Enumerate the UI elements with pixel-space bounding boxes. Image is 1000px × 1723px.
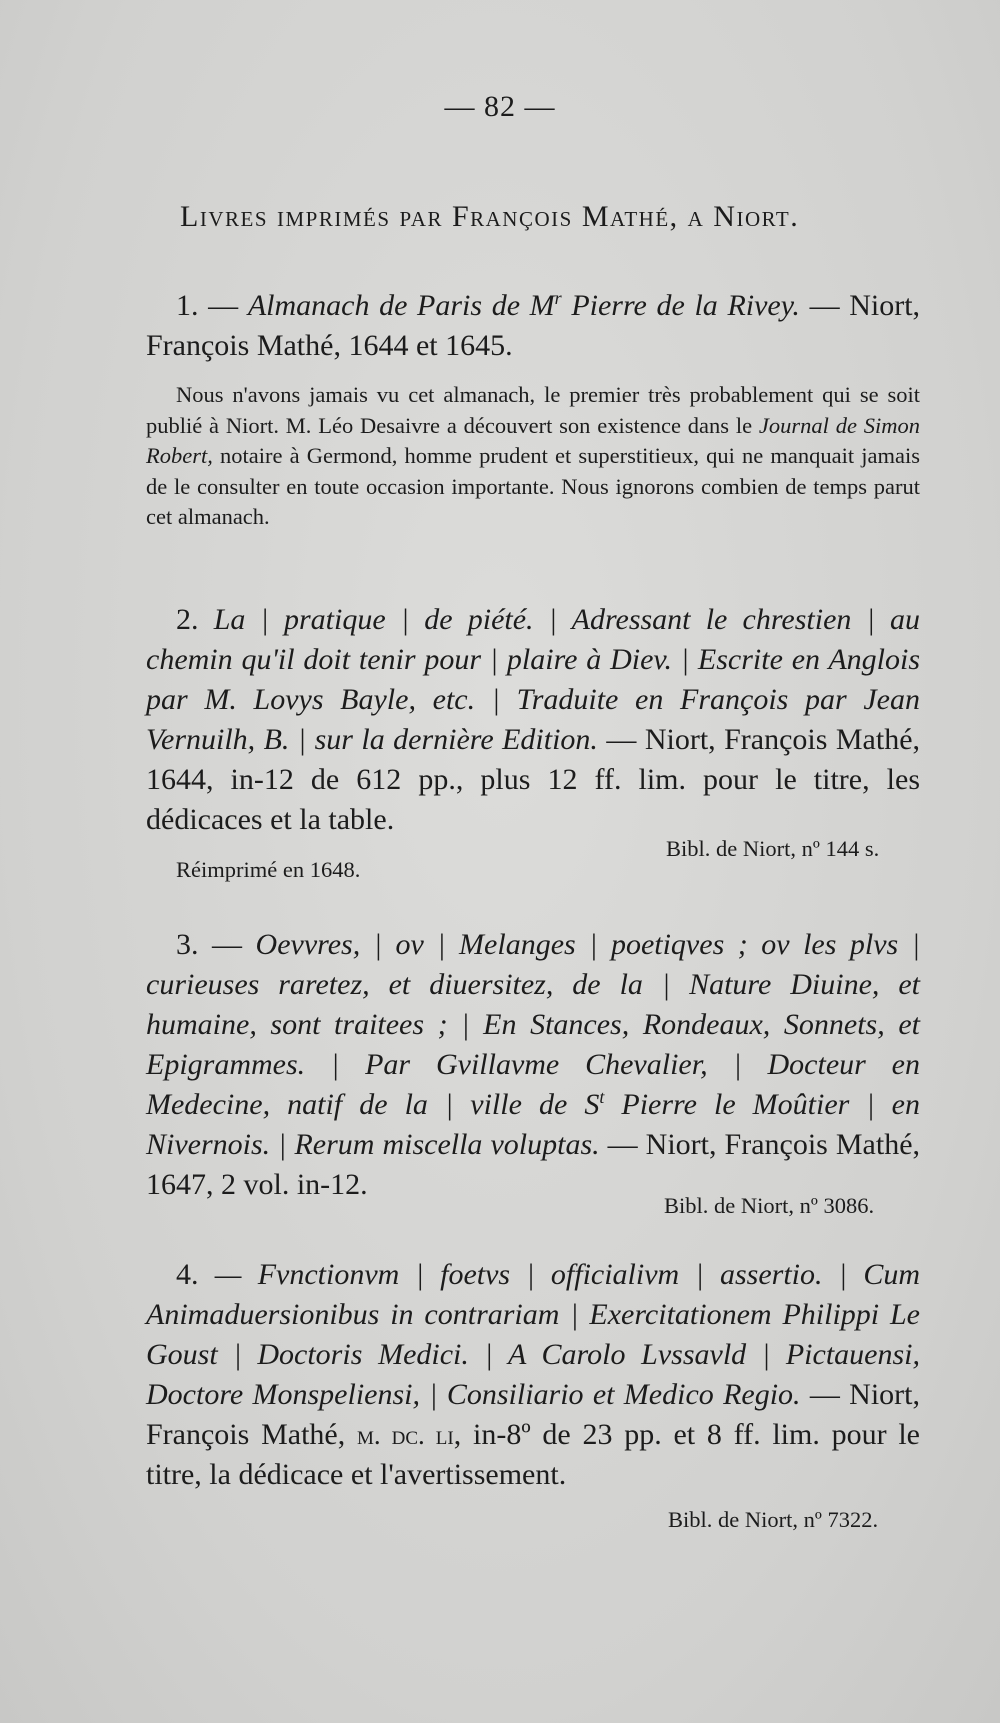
page-number: — 82 — (444, 90, 556, 123)
bibl-reference: Bibl. de Niort, nº 3086. (664, 1193, 875, 1218)
entry-number: 3. (176, 928, 199, 961)
entry-imprint: — Niort, François Mathé, 1644, in-12 de 612 pp., plus 12 ff. lim. pour le titre, les dédicaces et la table. (146, 723, 921, 836)
section-heading: Livres imprimés par François Mathé, a Niort. (180, 200, 800, 233)
reprint-note: Réimprimé en 1648. (176, 857, 361, 882)
entry-title-italic: — Fvnctionvm | foetvs | officialivm | assertio. | Cum Animaduersionibus in contrariam | Exercitationem Philippi Le Goust | Doctoris Medici. | A Carolo Lvssavld | Pictauensi, Doctore Monspeliensi, | Consiliario et Medico Regio. (146, 1258, 920, 1411)
entry-4-title (146, 1255, 920, 1495)
entry-imprint: — Niort, François Mathé, 1647, 2 vol. in-12. (146, 1128, 921, 1201)
bibl-reference: Bibl. de Niort, nº 7322. (668, 1507, 879, 1532)
entry-1-note: Nous n'avons jamais vu cet almanach, le premier très probablement qui se soit publié à Niort. M. Léo Desaivre a découvert son existence dans le Journal de Simon Robert, notaire à Germond, homme prudent et superstitieux, qui ne manquait jamais de le consulter en toute occasion importante. Nous ignorons combien de temps parut cet almanach. (146, 382, 921, 529)
entry-title-italic: La | pratique | de piété. | Adressant le chrestien | au chemin qu'il doit tenir pour | plaire à Diev. | Escrite en Anglois par M. Lovys Bayle, etc. | Traduite en François par Jean Vernuilh, B. | sur la dernière Edition. (146, 603, 921, 756)
entry-number: 4. (176, 1258, 199, 1291)
entry-1-title: 1. — Almanach de Paris de $M^r$ Pierre de la Rivey. — Niort, François Mathé, 1644 et 1645. (146, 288, 921, 362)
entry-2-title (146, 600, 920, 840)
entry-title-italic: Oevvres, | ov | Melanges | poetiqves ; ov les plvs | curieuses raretez, et diuersitez, de la | Nature Diuine, et humaine, sont traitees ; | En Stances, Rondeaux, Sonnets, et Epigrammes. | Par Gvillavme Chevalier, | Docteur en Medecine, natif de la | ville de S (146, 928, 920, 1121)
entry-imprint: — Niort, François Mathé, 1644 et 1645. (146, 289, 921, 362)
entry-number: 2. (176, 603, 199, 636)
entry-number: 1. (176, 289, 199, 322)
entry-imprint: — Niort, François Mathé, m. dc. li, in-8º de 23 pp. et 8 ff. lim. pour le titre, la dédicace et l'avertissement. (146, 1378, 921, 1491)
entry-title-italic: Almanach de Paris de M (247, 289, 555, 322)
bibl-reference: Bibl. de Niort, nº 144 s. (666, 836, 880, 861)
entry-3-title: 3. — Oevvres, | ov | Melanges | poetiqves ; ov les plvs | curieuses raretez, et diuersitez, de la | Nature Diuine, et humaine, sont traitees ; | En Stances, Rondeaux, Sonnets, et Epigrammes. | Par Gvillavme Chevalier, | Docteur en Medecine, natif de la | ville de $S^t$ Pierre le Moûtier | en Nivernois. | Rerum miscella voluptas. — Niort, François Mathé, 1647, 2 vol. in-12. (146, 928, 921, 1201)
